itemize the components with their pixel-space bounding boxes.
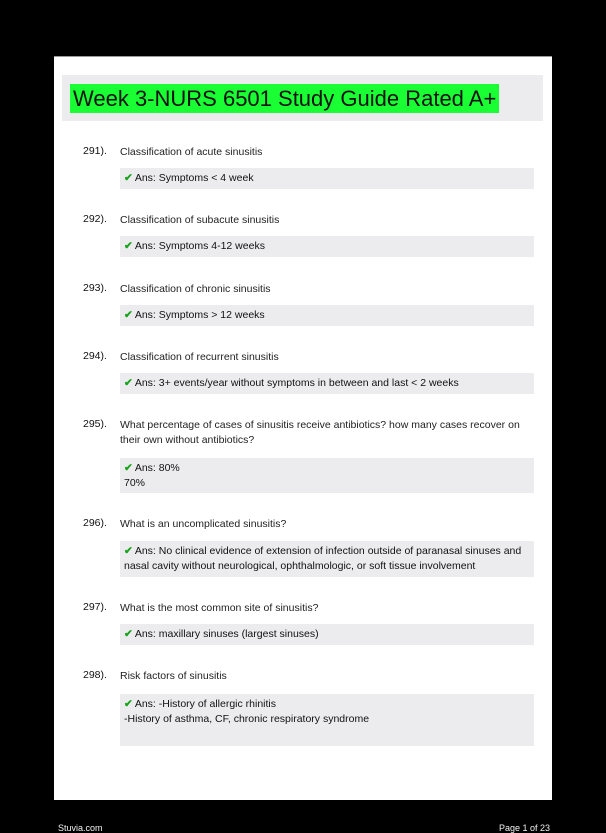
question-number: 292). — [83, 213, 107, 225]
checkmark-icon: ✔ — [124, 545, 133, 557]
answer-box — [120, 458, 534, 493]
page-number: Page 1 of 23 — [498, 823, 550, 833]
top-rule — [54, 56, 552, 57]
answer-text: Ans: Symptoms < 4 week — [134, 172, 254, 184]
answer-text: Ans: 80% — [134, 462, 180, 474]
answer-box — [120, 694, 534, 746]
answer-text-extra: -History of asthma, CF, chronic respiratory syndrome — [124, 713, 370, 725]
checkmark-icon: ✔ — [124, 240, 133, 252]
question-number: 294). — [83, 350, 107, 362]
checkmark-icon: ✔ — [124, 462, 133, 474]
question-number: 295). — [83, 418, 107, 430]
answer-text: Ans: Symptoms 4-12 weeks — [134, 240, 265, 252]
question-number: 293). — [83, 282, 107, 294]
question-number: 296). — [83, 517, 107, 529]
question-text: Classification of recurrent sinusitis — [120, 351, 279, 363]
answer-box — [120, 305, 534, 326]
answer-box — [120, 541, 534, 577]
document-title: Week 3-NURS 6501 Study Guide Rated A+ — [70, 84, 499, 113]
question-number: 298). — [83, 669, 107, 681]
question-number: 291). — [83, 145, 107, 157]
answer-text: Ans: No clinical evidence of extension of infection outside of paranasal sinuses and nasal cavity without neurological, ophthalmologic, or soft tissue involvement — [124, 545, 522, 572]
checkmark-icon: ✔ — [124, 698, 133, 710]
answer-text: Ans: Symptoms > 12 weeks — [134, 309, 265, 321]
document-page — [54, 56, 552, 833]
checkmark-icon: ✔ — [124, 377, 133, 389]
checkmark-icon: ✔ — [124, 309, 133, 321]
answer-box — [120, 373, 534, 394]
answer-box — [120, 236, 534, 257]
answer-text: Ans: 3+ events/year without symptoms in between and last < 2 weeks — [134, 377, 459, 389]
checkmark-icon: ✔ — [124, 628, 133, 640]
question-text: What percentage of cases of sinusitis receive antibiotics? how many cases recover on their own without antibiotics? — [120, 419, 520, 446]
question-text: Classification of subacute sinusitis — [120, 214, 280, 226]
footer-watermark: Stuvia.com — [58, 823, 103, 833]
question-text: Classification of acute sinusitis — [120, 146, 263, 158]
title-box — [62, 75, 543, 121]
answer-text: Ans: maxillary sinuses (largest sinuses) — [134, 628, 319, 640]
question-number: 297). — [83, 601, 107, 613]
question-text: What is an uncomplicated sinusitis? — [120, 518, 287, 530]
answer-text-extra: 70% — [124, 477, 146, 489]
question-text: What is the most common site of sinusitis? — [120, 602, 319, 614]
answer-box — [120, 624, 534, 645]
question-text: Classification of chronic sinusitis — [120, 283, 271, 295]
answer-text: Ans: -History of allergic rhinitis — [134, 698, 277, 710]
answer-box — [120, 168, 534, 189]
checkmark-icon: ✔ — [124, 172, 133, 184]
question-text: Risk factors of sinusitis — [120, 670, 227, 682]
